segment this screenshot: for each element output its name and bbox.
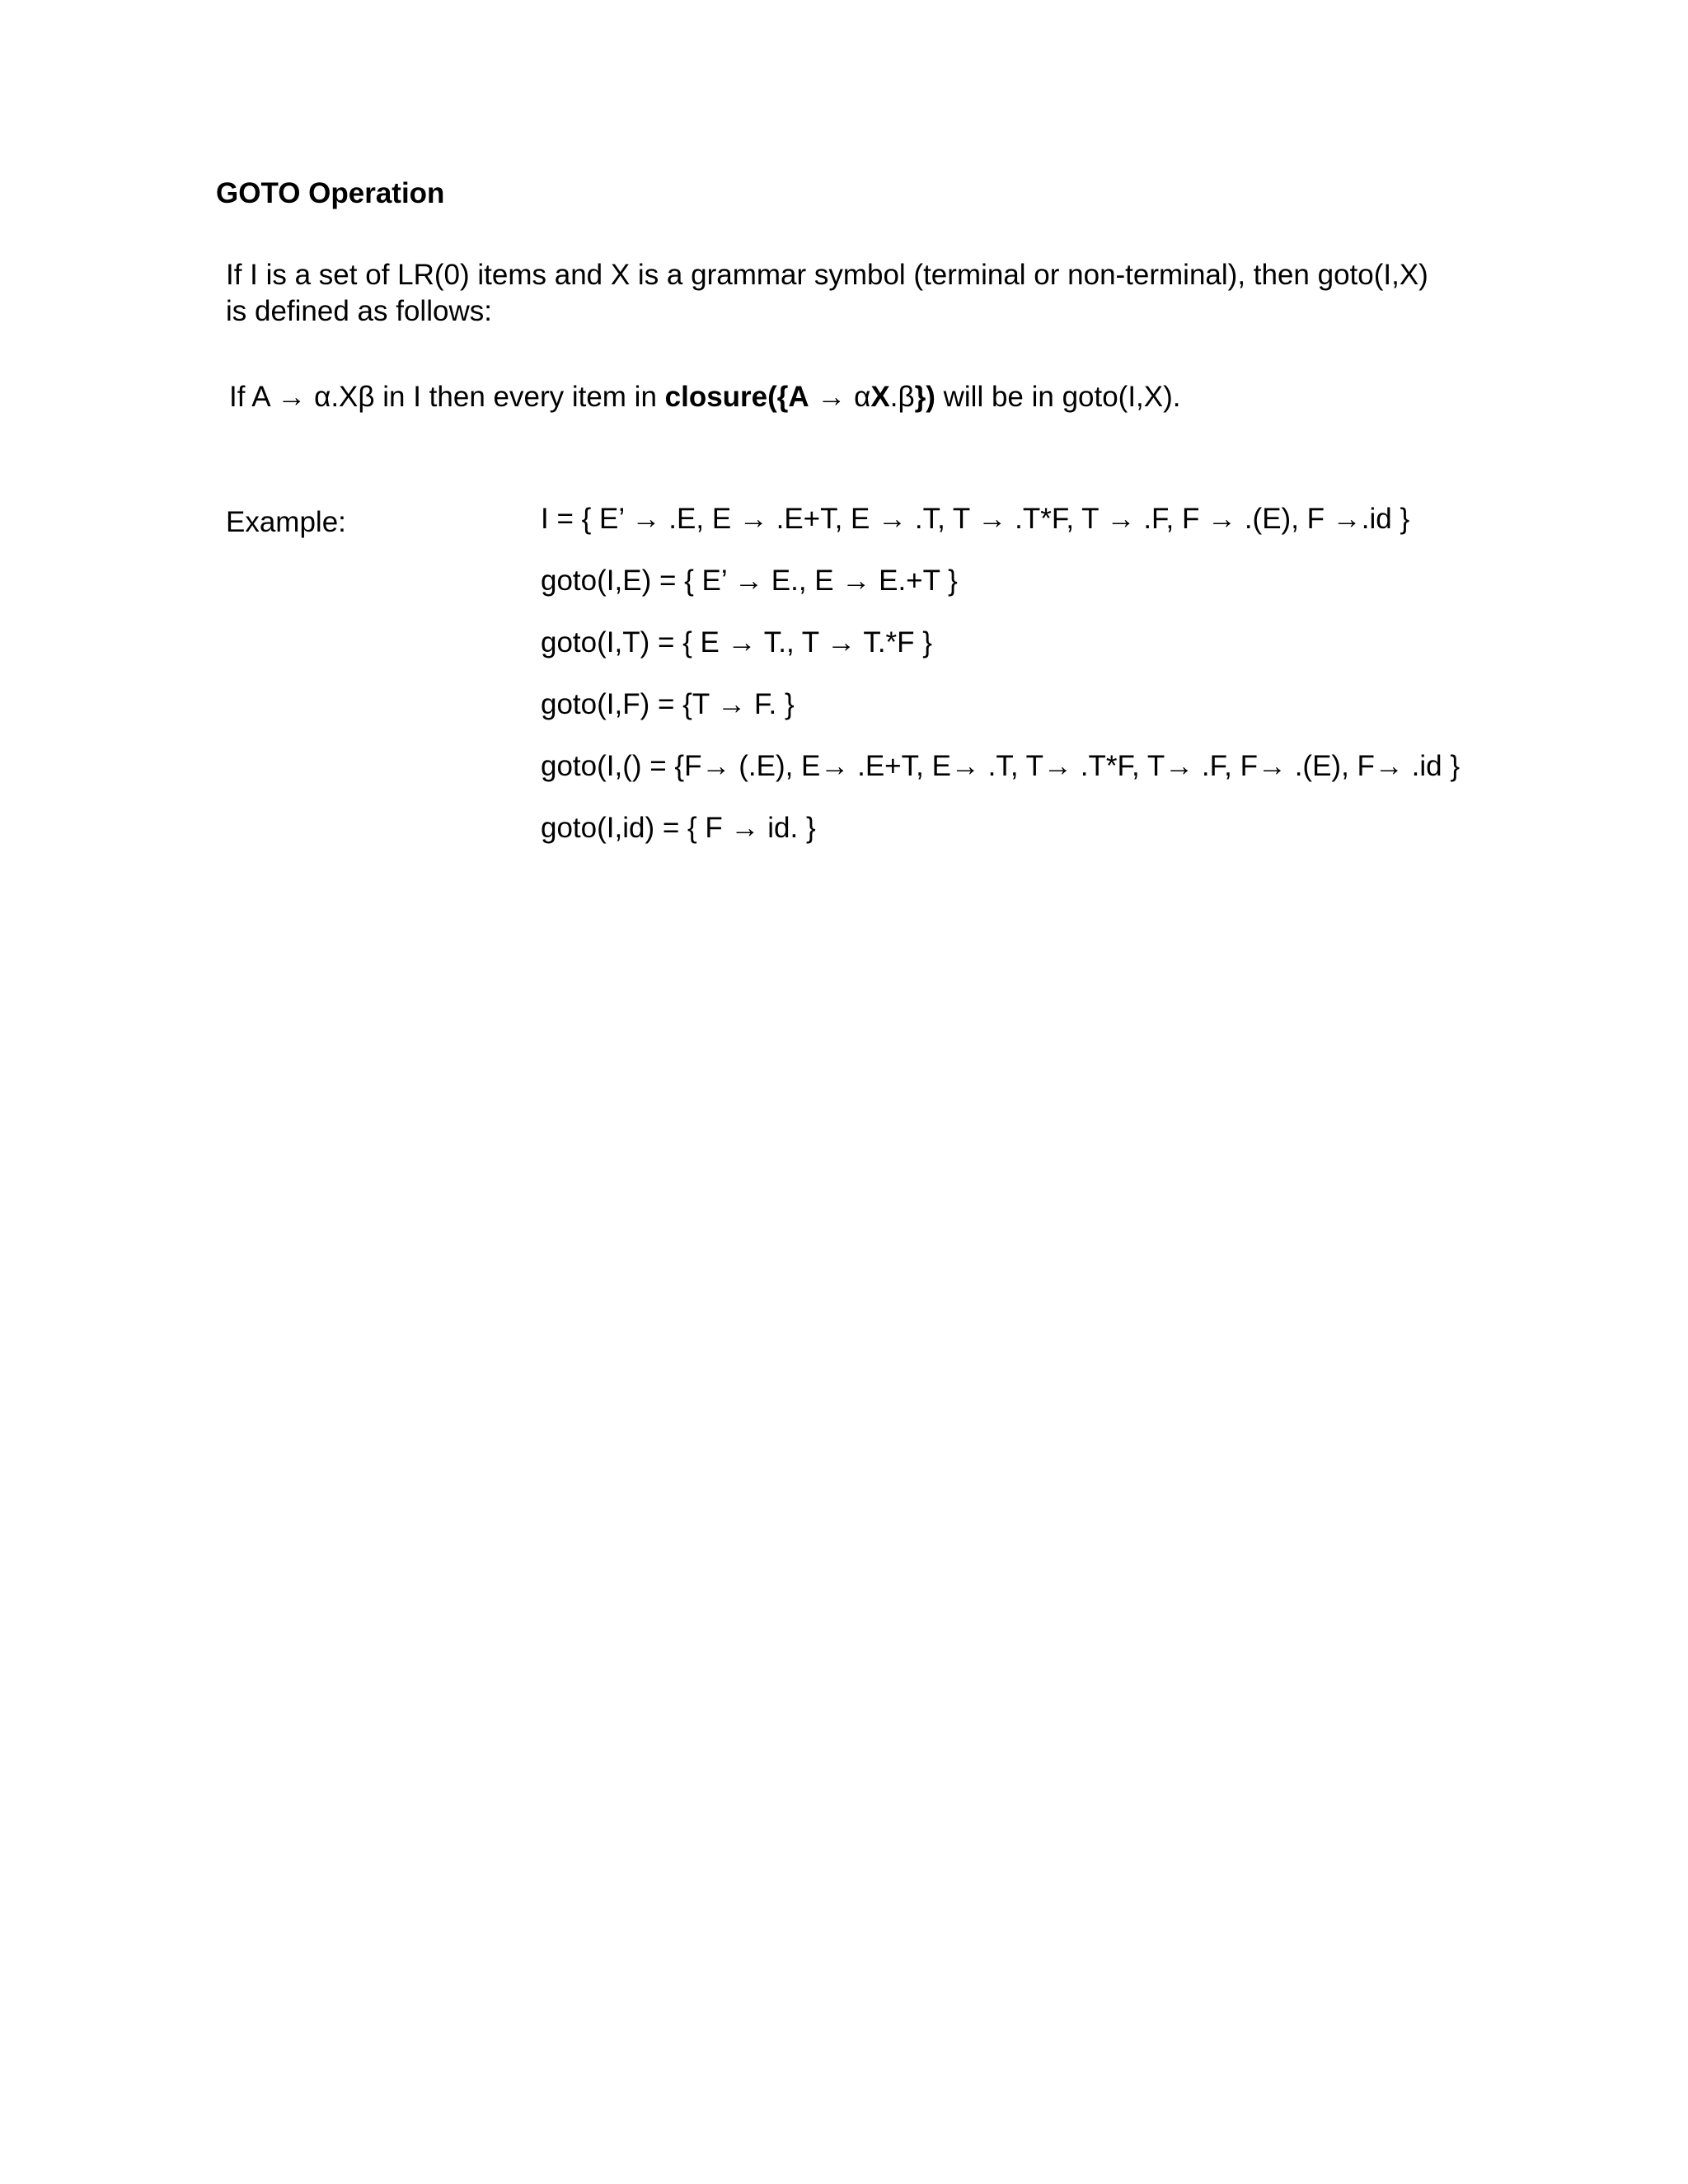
rule-closure-open: closure({A <box>664 381 809 413</box>
rule-suffix: will be in goto(I,X). <box>935 381 1181 413</box>
rule-dot-beta: .β <box>889 381 915 413</box>
rule-arrow-alpha: → α <box>809 381 871 413</box>
example-goto-f: goto(I,F) = {T → F. } <box>541 688 795 720</box>
example-item-set: I = { E’ → .E, E → .E+T, E → .T, T → .T*F, T → .F, F → .(E), F →.id } <box>541 503 1410 535</box>
example-goto-e: goto(I,E) = { E’ → E., E → E.+T } <box>541 565 958 597</box>
page-title: GOTO Operation <box>216 177 445 209</box>
example-goto-id: goto(I,id) = { F → id. } <box>541 812 816 844</box>
goto-rule <box>229 379 1181 415</box>
rule-prefix: If A → α.Xβ in I then every item in <box>229 381 665 413</box>
example-list <box>541 501 1460 872</box>
rule-closure-close: }) <box>914 381 935 413</box>
example-goto-paren: goto(I,() = {F→ (.E), E→ .E+T, E→ .T, T→ .T*F, T→ .F, F→ .(E), F→ .id } <box>541 750 1461 782</box>
definition-paragraph: If I is a set of LR(0) items and X is a grammar symbol (terminal or non-terminal), then goto(I,X) is defined as follows: <box>226 259 1428 327</box>
example-label: Example: <box>226 506 346 538</box>
rule-symbol-x: X <box>870 381 890 413</box>
example-goto-t: goto(I,T) = { E → T., T → T.*F } <box>541 626 932 658</box>
